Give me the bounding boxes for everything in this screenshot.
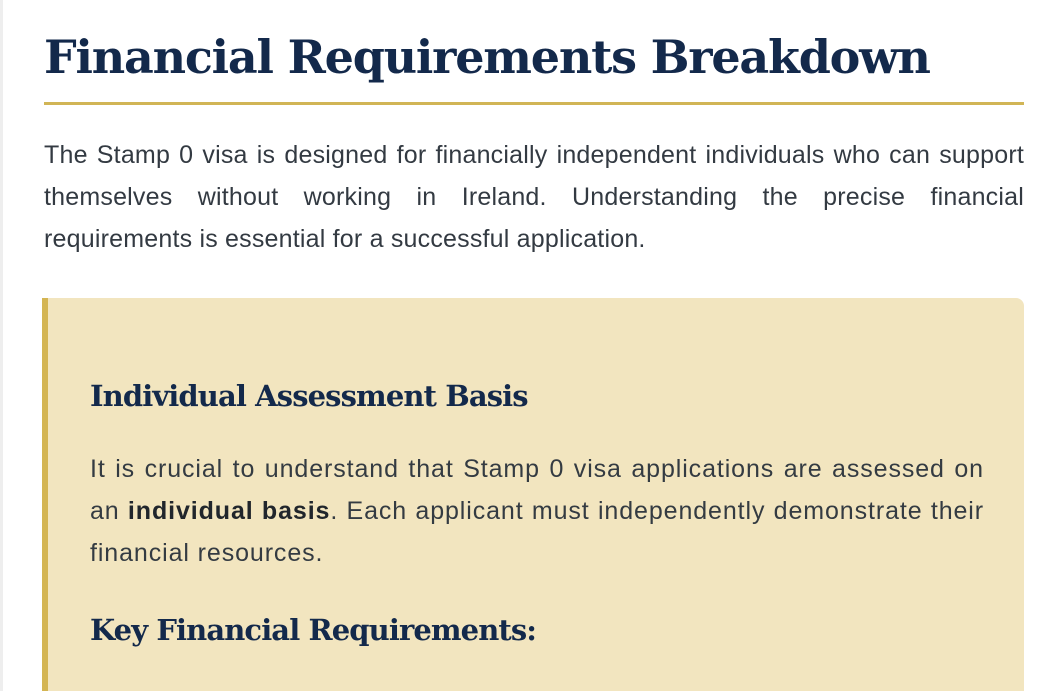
intro-paragraph: The Stamp 0 visa is designed for financially independent individuals who can support themselves without working in Ireland. Understanding the precise financial requirements is essential for a successful application.	[44, 141, 1024, 253]
callout-accent-bar	[42, 298, 48, 691]
individual-assessment-heading: Individual Assessment Basis	[90, 379, 528, 413]
page-left-divider	[0, 0, 3, 691]
title-underline	[44, 102, 1024, 105]
page-title: Financial Requirements Breakdown	[44, 30, 930, 84]
individual-basis-emphasis: individual basis	[127, 497, 331, 525]
key-financial-requirements-heading: Key Financial Requirements:	[90, 613, 537, 647]
individual-assessment-paragraph	[90, 448, 984, 574]
assessment-text-end: . Each applicant must independently demonstrate their financial resources.	[90, 497, 984, 567]
individual-assessment-callout	[42, 298, 1024, 691]
assessment-text-start: It is crucial to understand that Stamp 0 visa applications are assessed on an	[90, 455, 984, 525]
